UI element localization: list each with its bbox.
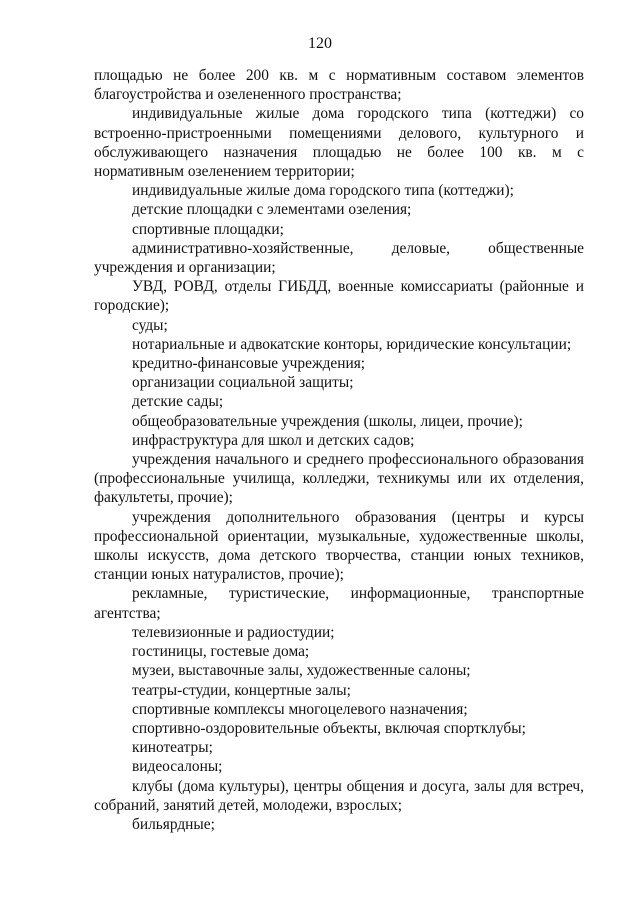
paragraph: учреждения дополнительного образования (центры и курсы профессиональной ориентации, музыкальные, художественные школы, школы искусств, дома детского творчества, станции юных техников, станции юных натуралистов, прочие);: [94, 508, 584, 584]
paragraph: организации социальной защиты;: [132, 374, 354, 392]
paragraph: суды;: [132, 316, 168, 334]
paragraph: музеи, выставочные залы, художественные салоны;: [132, 662, 471, 680]
paragraph: телевизионные и радиостудии;: [132, 623, 335, 641]
paragraph: спортивные комплексы многоцелевого назначения;: [132, 700, 468, 718]
paragraph: кинотеатры;: [132, 739, 213, 757]
page-number: 120: [308, 35, 332, 52]
paragraph: общеобразовательные учреждения (школы, лицеи, прочие);: [132, 412, 523, 430]
paragraph: спортивно-оздоровительные объекты, включая спортклубы;: [132, 719, 526, 737]
paragraph: рекламные, туристические, информационные, транспортные агентства;: [94, 585, 584, 622]
paragraph: административно-хозяйственные, деловые, общественные учреждения и организации;: [94, 239, 584, 277]
paragraph: площадью не более 200 кв. м с нормативным составом элементов благоустройства и озелененного пространства;: [94, 67, 584, 104]
paragraph: бильярдные;: [132, 815, 215, 833]
paragraph: гостиницы, гостевые дома;: [132, 643, 310, 661]
paragraph: клубы (дома культуры), центры общения и досуга, залы для встреч, собраний, занятий детей, молодежи, взрослых;: [94, 777, 584, 814]
paragraph: учреждения начального и среднего профессионального образования (профессиональные училища, колледжи, техникумы или их отделения, факультеты, прочие);: [94, 451, 584, 507]
paragraph: кредитно-финансовые учреждения;: [132, 355, 366, 373]
paragraph: детские площадки с элементами озеления;: [132, 201, 412, 219]
paragraph: индивидуальные жилые дома городского типа (коттеджи) со встроенно-пристроенными помещениями делового, культурного и обслуживающего назначения площадью не более 100 кв. м с нормативным озеленением территории;: [94, 105, 584, 181]
paragraph: детские сады;: [132, 393, 224, 411]
paragraph: театры-студии, концертные залы;: [132, 681, 351, 699]
document-body: [94, 66, 584, 834]
paragraph: инфраструктура для школ и детских садов;: [132, 431, 415, 449]
paragraph: индивидуальные жилые дома городского типа (коттеджи);: [132, 182, 514, 200]
paragraph: УВД, РОВД, отделы ГИБДД, военные комиссариаты (районные и городские);: [94, 278, 584, 315]
paragraph: нотариальные и адвокатские конторы, юридические консультации;: [132, 335, 572, 353]
paragraph: видеосалоны;: [132, 758, 223, 776]
paragraph: спортивные площадки;: [132, 220, 284, 238]
